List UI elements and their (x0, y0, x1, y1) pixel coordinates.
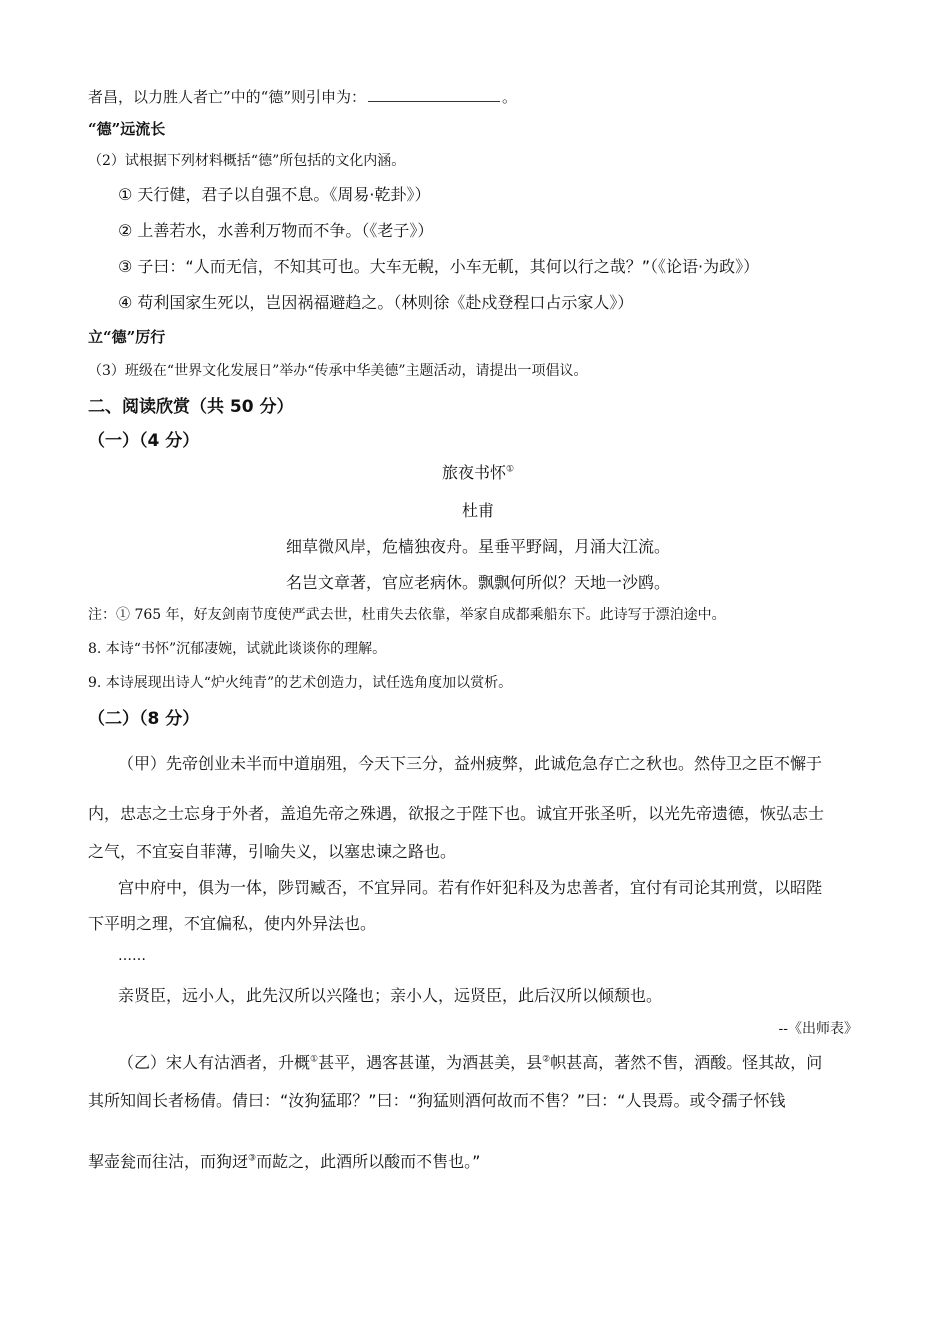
material-3: ③ 子曰：“人而无信，不知其可也。大车无輗，小车无軏，其何以行之哉？”（《论语·为政》） (118, 257, 760, 276)
passage-jia-line-1: （甲）先帝创业未半而中道崩殂，今天下三分，益州疲弊，此诚危急存亡之秋也。然侍卫之臣不懈于 (118, 754, 823, 773)
footnote-marker: ② (542, 1054, 551, 1065)
passage-jia-line-3: 之气，不宜妄自菲薄，引喻失义，以塞忠谏之路也。 (88, 842, 457, 861)
answer-blank[interactable] (368, 87, 500, 102)
footnote-marker: ① (505, 464, 515, 475)
passage-jia-line-4: 宫中府中，俱为一体，陟罚臧否，不宜异同。若有作奸犯科及为忠善者，宜付有司论其刑赏，以昭陛 (118, 878, 823, 897)
poem-note: 注：① 765 年，好友剑南节度使严武去世，杜甫失去依靠，举家自成都乘船东下。此诗写于漂泊途中。 (88, 607, 726, 623)
subsection-1-title: （一）（4 分） (88, 431, 200, 451)
question-8: 8. 本诗“书怀”沉郁凄婉，试就此谈谈你的理解。 (88, 641, 387, 657)
passage-yi-line-2: 其所知闾长者杨倩。倩曰：“汝狗猛耶？”曰：“狗猛则酒何故而不售？”曰：“人畏焉。或令孺子怀钱 (88, 1091, 786, 1110)
passage-yi-text: 帜甚高，著然不售，酒酸。怪其故，问 (550, 1053, 823, 1072)
material-4: ④ 苟利国家生死以，岂因祸福避趋之。（林则徐《赴戍登程口占示家人》） (118, 293, 634, 312)
passage-yi-line-3 (88, 1149, 480, 1172)
material-2: ② 上善若水，水善利万物而不争。（《老子》） (118, 221, 434, 240)
poem-line-1: 细草微风岸，危樯独夜舟。星垂平野阔，月涌大江流。 (285, 537, 670, 556)
passage-yi-text: 而龁之，此酒所以酸而不售也。” (256, 1152, 481, 1171)
heading-lide: 立“德”厉行 (88, 328, 166, 346)
question-2: （2）试根据下列材料概括“德”所包括的文化内涵。 (88, 153, 406, 169)
question-1-continuation (88, 86, 517, 107)
question-9: 9. 本诗展现出诗人“炉火纯青”的艺术创造力，试任选角度加以赏析。 (88, 675, 513, 691)
passage-yi-text: 挈壶瓮而往沽，而狗迓 (88, 1152, 249, 1171)
poem-title-text: 旅夜书怀 (441, 463, 506, 482)
passage-yi-text: 甚平，遇客甚谨，为酒甚美，县 (318, 1053, 543, 1072)
passage-jia-line-6: 亲贤臣，远小人，此先汉所以兴隆也；亲小人，远贤臣，此后汉所以倾颓也。 (118, 986, 663, 1005)
passage-jia-line-2: 内，忠志之士忘身于外者，盖追先帝之殊遇，欲报之于陛下也。诚宜开张圣听，以光先帝遗德，恢弘志士 (88, 804, 825, 823)
question-3: （3）班级在“世界文化发展日”举办“传承中华美德”主题活动，请提出一项倡议。 (88, 363, 588, 379)
poem-line-2: 名岂文章著，官应老病休。飘飘何所似？天地一沙鸥。 (285, 573, 670, 592)
question-text-end: 。 (502, 88, 518, 106)
ellipsis: …… (118, 948, 146, 964)
footnote-marker: ③ (248, 1153, 257, 1164)
question-text: 者昌，以力胜人者亡”中的“德”则引申为： (88, 88, 367, 106)
poem-author: 杜甫 (461, 501, 494, 520)
subsection-2-title: （二）（8 分） (88, 709, 200, 729)
heading-yuanliu: “德”远流长 (88, 120, 166, 138)
poem-title (88, 460, 868, 483)
passage-jia-line-5: 下平明之理，不宜偏私，使内外异法也。 (88, 914, 377, 933)
passage-yi-text: （乙）宋人有沽酒者，升概 (118, 1053, 311, 1072)
material-1: ① 天行健，君子以自强不息。《周易·乾卦》） (118, 185, 431, 204)
section-2-title: 二、阅读欣赏（共 50 分） (88, 397, 294, 417)
passage-yi-line-1 (118, 1050, 822, 1073)
passage-source: --《出师表》 (778, 1021, 858, 1037)
footnote-marker: ① (310, 1054, 319, 1065)
